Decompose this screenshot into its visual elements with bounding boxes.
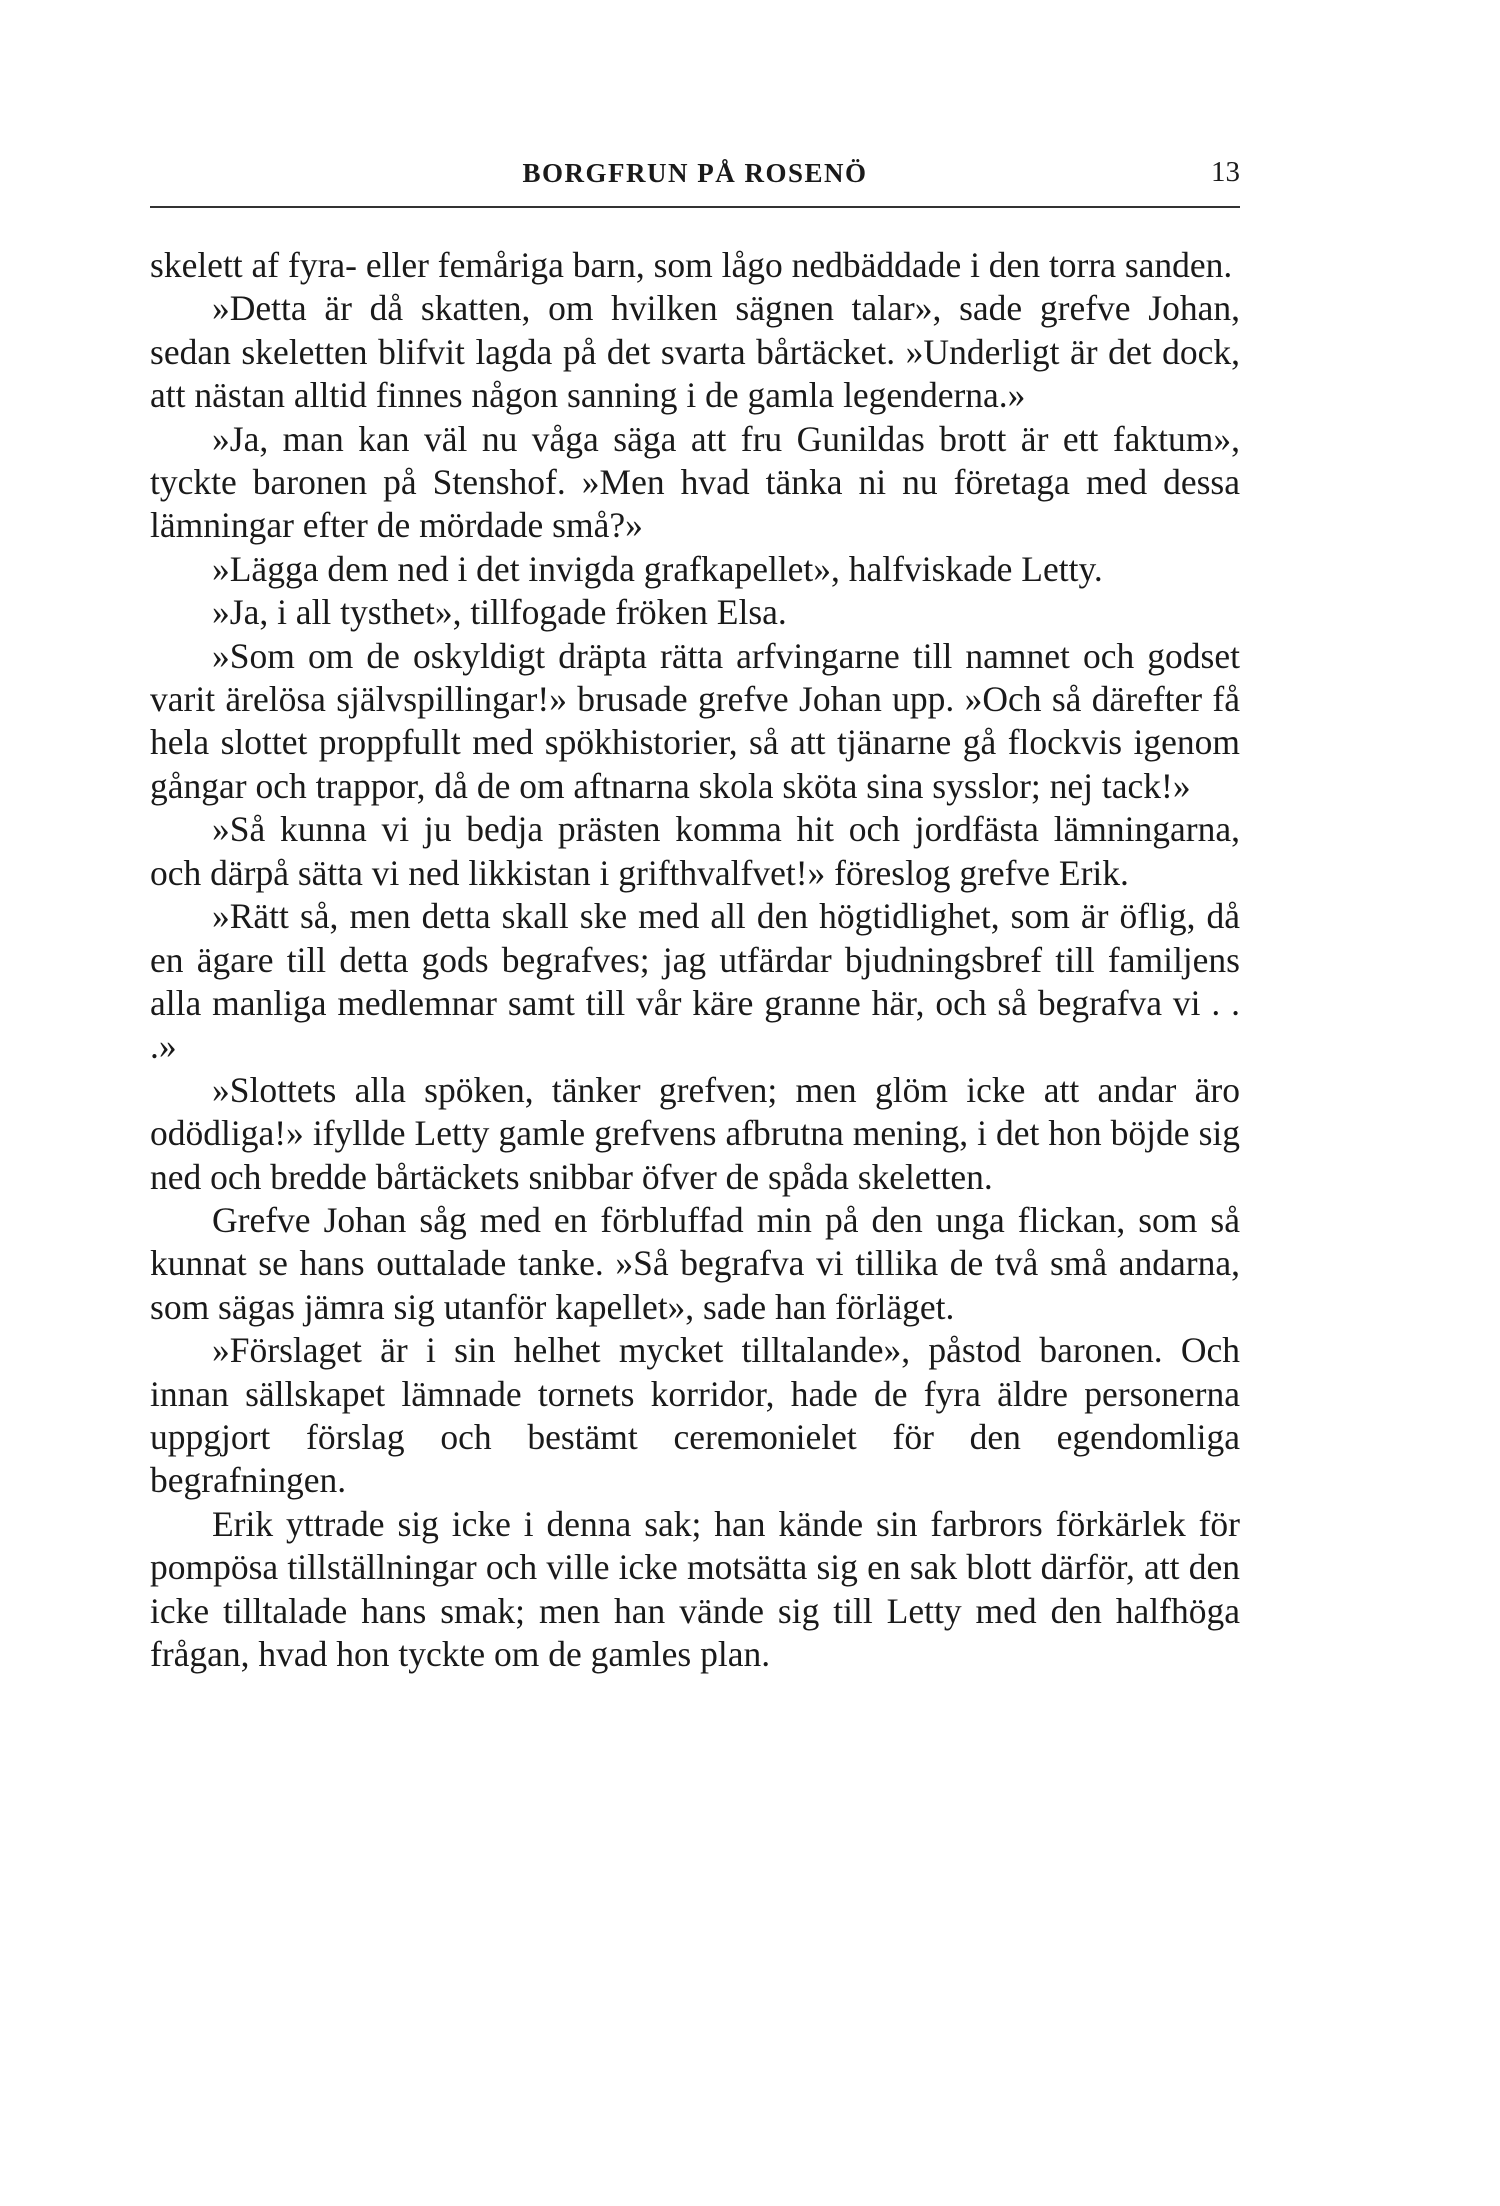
paragraph: »Som om de oskyldigt dräpta rätta arfvingarne till namnet och godset varit ärelösa självspillingar!» brusade grefve Johan upp. »Och så därefter få hela slottet proppfullt med spökhistorier, så att tjänarne gå flockvis igenom gångar och trappor, då de om aftnarna skola sköta sina sysslor; nej tack!» xyxy=(150,635,1240,806)
paragraph: »Ja, man kan väl nu våga säga att fru Gunildas brott är ett faktum», tyckte baronen på Stenshof. »Men hvad tänka ni nu företaga med dessa lämningar efter de mördade små?» xyxy=(150,418,1240,546)
body-text xyxy=(150,244,1240,1676)
running-head xyxy=(150,140,1240,200)
paragraph: »Lägga dem ned i det invigda grafkapellet», halfviskade Letty. xyxy=(212,548,1103,589)
running-title: BORGFRUN PÅ ROSENÖ xyxy=(522,158,868,188)
header-rule xyxy=(150,206,1240,208)
paragraph: skelett af fyra- eller femåriga barn, som lågo nedbäddade i den torra sanden. xyxy=(150,245,1233,285)
paragraph: »Detta är då skatten, om hvilken sägnen talar», sade grefve Johan, sedan skeletten blifvit lagda på det svarta bårtäcket. »Underligt är det dock, att nästan alltid finnes någon sanning i de gamla legenderna.» xyxy=(150,288,1240,416)
book-page xyxy=(150,140,1240,2100)
paragraph: »Förslaget är i sin helhet mycket tilltalande», påstod baronen. Och innan sällskapet lämnade tornets korridor, hade de fyra äldre personerna uppgjort förslag och bestämt ceremonielet för den egendomliga begrafningen. xyxy=(150,1330,1240,1501)
page-number: 13 xyxy=(1211,156,1240,188)
paragraph: »Så kunna vi ju bedja prästen komma hit och jordfästa lämningarna, och därpå sätta vi ned likkistan i grifthvalfvet!» föreslog grefve Erik. xyxy=(150,809,1240,893)
paragraph: »Ja, i all tysthet», tillfogade fröken Elsa. xyxy=(212,592,787,633)
paragraph: »Slottets alla spöken, tänker grefven; men glöm icke att andar äro odödliga!» ifyllde Letty gamle grefvens afbrutna mening, i det hon böjde sig ned och bredde bårtäckets snibbar öfver de spåda skeletten. xyxy=(150,1069,1240,1197)
paragraph: »Rätt så, men detta skall ske med all den högtidlighet, som är öflig, då en ägare till detta gods begrafves; jag utfärdar bjudningsbref till familjens alla manliga medlemnar samt till vår käre granne här, och så begrafva vi . . .» xyxy=(150,896,1240,1067)
paragraph: Grefve Johan såg med en förbluffad min på den unga flickan, som så kunnat se hans outtalade tanke. »Så begrafva vi tillika de två små andarna, som sägas jämra sig utanför kapellet», sade han förläget. xyxy=(150,1199,1240,1327)
paragraph: Erik yttrade sig icke i denna sak; han kände sin farbrors förkärlek för pompösa tillställningar och ville icke motsätta sig en sak blott därför, att den icke tilltalade hans smak; men han vände sig till Letty med den halfhöga frågan, hvad hon tyckte om de gamles plan. xyxy=(150,1503,1240,1674)
